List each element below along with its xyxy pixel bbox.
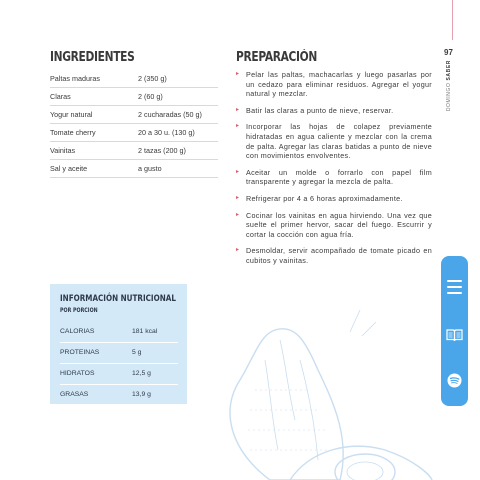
ingredient-name: Yogur natural: [50, 106, 138, 124]
section-tag: [446, 60, 452, 111]
nutrition-title: INFORMACIÓN NUTRICIONAL: [60, 294, 176, 304]
ingredient-row: [50, 88, 218, 106]
ingredient-name: Sal y aceite: [50, 160, 138, 178]
nutrition-value: 181 kcal: [132, 328, 158, 335]
ingredients-title: INGREDIENTES: [50, 50, 135, 65]
ingredient-row: [50, 160, 218, 178]
ingredient-row: [50, 124, 218, 142]
nutrition-value: 5 g: [132, 349, 142, 356]
nutrition-label: CALORIAS: [60, 328, 95, 335]
step-text: Incorporar las hojas de colapez previamente hidratadas en agua caliente y mezclar con la crema de palta. Agregar las claras batidas a punto de nieve con movimientos envolventes.: [246, 122, 432, 161]
ingredient-row: [50, 70, 218, 88]
ingredients-table: [50, 70, 218, 178]
avocado-illustration: [200, 300, 440, 480]
nutrition-subtitle: POR PORCIÓN: [60, 307, 98, 314]
spotify-icon[interactable]: [447, 373, 462, 388]
section-tag-bold: SABER: [446, 60, 452, 81]
nutrition-label: PROTEINAS: [60, 349, 100, 356]
nutrition-value: 12,5 g: [132, 370, 151, 377]
ingredient-quantity: 2 cucharadas (50 g): [138, 106, 218, 124]
preparation-step: [236, 168, 432, 187]
ingredient-quantity: 20 a 30 u. (130 g): [138, 124, 218, 142]
nutrition-value: 13,9 g: [132, 391, 151, 398]
ingredient-row: [50, 142, 218, 160]
nutrition-box: [50, 284, 187, 404]
step-text: Pelar las paltas, machacarlas y luego pasarlas por un cedazo para eliminar residuos. Agregar el yogur natural y mezclar.: [246, 70, 432, 99]
ingredient-row: [50, 106, 218, 124]
step-text: Cocinar los vainitas en agua hirviendo. Una vez que suelte el primer hervor, sacar del fuego. Escurrir y cortar la cocción con agua fría.: [246, 210, 432, 239]
side-panel: [441, 256, 468, 406]
preparation-step: [236, 122, 432, 160]
preparation-step: [236, 211, 432, 240]
step-text: Aceitar un molde o forrarlo con papel film transparente y agregar la mezcla de palta.: [246, 167, 432, 187]
book-icon[interactable]: [446, 329, 463, 342]
ingredient-name: Claras: [50, 88, 138, 106]
nutrition-label: GRASAS: [60, 391, 89, 398]
section-tag-light: DOMINGO: [446, 82, 452, 112]
preparation-title: PREPARACIÓN: [236, 50, 318, 65]
nutrition-row: [60, 385, 178, 406]
nutrition-rows: [60, 322, 178, 406]
ingredient-quantity: 2 (60 g): [138, 88, 218, 106]
preparation-step: [236, 246, 432, 265]
page-number: 97: [444, 48, 453, 57]
ingredient-quantity: 2 (350 g): [138, 70, 218, 88]
bullet-icon: ▸: [236, 168, 240, 175]
bullet-icon: ▸: [236, 71, 240, 77]
step-text: Desmoldar, servir acompañado de tomate picado en cubitos y vainitas.: [246, 246, 432, 265]
bullet-icon: ▸: [236, 194, 240, 201]
ingredient-name: Vainitas: [50, 142, 138, 160]
ingredient-name: Paltas maduras: [50, 70, 138, 88]
menu-icon[interactable]: [447, 280, 462, 298]
step-text: Refrigerar por 4 a 6 horas aproximadamente.: [246, 193, 403, 203]
preparation-step: [236, 70, 432, 99]
ingredient-name: Tomate cherry: [50, 124, 138, 142]
nutrition-row: [60, 364, 178, 385]
nutrition-row: [60, 322, 178, 343]
step-text: Batir las claras a punto de nieve, reservar.: [246, 105, 394, 115]
bullet-icon: ▸: [236, 123, 240, 130]
preparation-steps: [236, 70, 432, 273]
bullet-icon: ▸: [236, 247, 240, 254]
bullet-icon: ▸: [236, 211, 240, 218]
nutrition-row: [60, 343, 178, 364]
bullet-icon: ▸: [236, 106, 240, 113]
accent-line: [452, 0, 453, 40]
ingredient-quantity: 2 tazas (200 g): [138, 142, 218, 160]
ingredient-quantity: a gusto: [138, 160, 218, 178]
preparation-step: [236, 194, 432, 204]
nutrition-label: HIDRATOS: [60, 370, 95, 377]
preparation-step: [236, 106, 432, 116]
